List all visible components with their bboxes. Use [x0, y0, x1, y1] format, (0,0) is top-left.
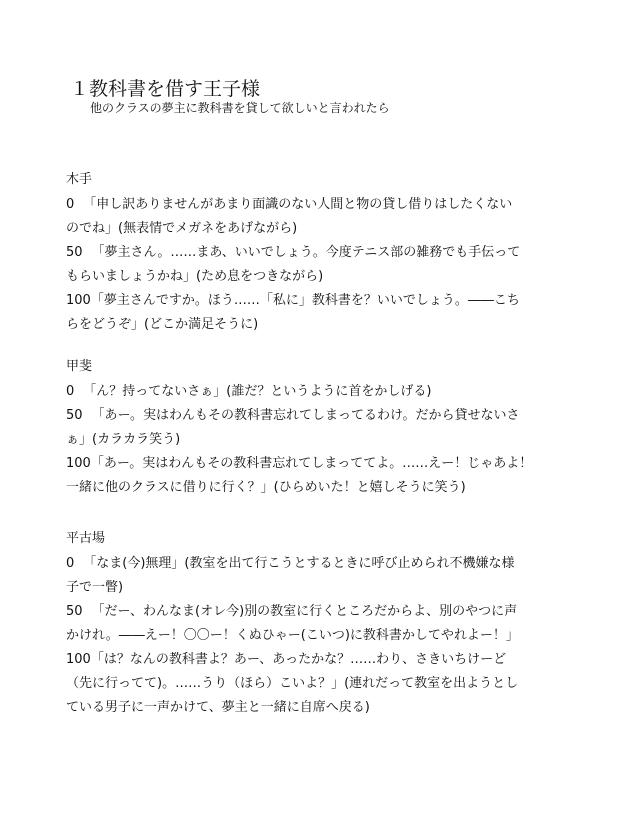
reaction-text: 「だー、わんなま(オレ今)別の教室に行くところだからよ、別のやつに声: [91, 604, 518, 619]
reaction-text: 「夢主さん。……まあ、いいでしょう。今度テニス部の雑務でも手伝って: [91, 245, 521, 260]
reaction-line: [66, 648, 566, 672]
reaction-line: [66, 313, 566, 337]
reaction-line: [66, 672, 566, 696]
affection-score: 0: [66, 556, 75, 571]
reaction-entry: [66, 380, 566, 404]
reaction-line: [66, 552, 566, 576]
reaction-entry: [66, 648, 566, 720]
affection-score: 50: [66, 604, 83, 619]
reaction-line: [66, 265, 566, 289]
character-section-kite: [66, 170, 566, 337]
character-name: 平古場: [66, 531, 106, 546]
reaction-text: のでね」(無表情でメガネをあげながら): [66, 221, 298, 236]
reaction-line: [66, 428, 566, 452]
page-title: １教科書を借す王子様: [70, 78, 261, 100]
character-section-hirakoba: [66, 529, 566, 720]
reaction-line: [66, 476, 566, 500]
reaction-entry: [66, 289, 566, 337]
reaction-entry: [66, 600, 566, 648]
reaction-line: [66, 217, 566, 241]
reaction-text: 一緒に他のクラスに借りに行く？」(ひらめいた！と嬉しそうに笑う): [66, 480, 466, 495]
reaction-text: かけれ。――えー！〇〇ー！くぬひゃー(こいつ)に教科書かしてやれよー！」: [66, 628, 519, 643]
reaction-text: 「は？なんの教科書よ？あー、あったかな？……わり、さきいちけーど: [90, 652, 507, 667]
page-subtitle: 他のクラスの夢主に教科書を貸して欲しいと言われたら: [90, 101, 390, 115]
reaction-text: ている男子に一声かけて、夢主と一緒に自席へ戻る): [66, 700, 370, 715]
affection-score: 100: [66, 652, 91, 667]
reaction-line: [66, 380, 566, 404]
reaction-text: 子で一瞥): [66, 580, 124, 595]
reaction-line: [66, 241, 566, 265]
reaction-entry: [66, 241, 566, 289]
reaction-text: らをどうぞ」(どこか満足そうに): [66, 317, 259, 332]
reaction-entry: [66, 404, 566, 452]
reaction-line: [66, 624, 566, 648]
affection-score: 100: [66, 456, 91, 471]
reaction-line: [66, 696, 566, 720]
reaction-line: [66, 404, 566, 428]
affection-score: 0: [66, 384, 75, 399]
reaction-line: [66, 193, 566, 217]
reaction-line: [66, 289, 566, 313]
reaction-line: [66, 600, 566, 624]
affection-score: 50: [66, 245, 83, 260]
reaction-text: ぁ」(カラカラ笑う): [66, 432, 181, 447]
reaction-text: 「あー。実はわんもその教科書忘れてしまっててよ。……えー！じゃあよ！: [90, 456, 533, 471]
reaction-text: 「申し訳ありませんがあまり面識のない人間と物の貸し借りはしたくない: [83, 197, 513, 212]
character-name: 甲斐: [66, 359, 93, 374]
affection-score: 100: [66, 293, 91, 308]
character-section-kai: [66, 357, 566, 500]
reaction-line: [66, 452, 566, 476]
affection-score: 50: [66, 408, 83, 423]
reaction-entry: [66, 193, 566, 241]
affection-score: 0: [66, 197, 75, 212]
reaction-text: 「ん？持ってないさぁ」(誰だ？というように首をかしげる): [83, 384, 432, 399]
reaction-text: 「あー。実はわんもその教科書忘れてしまってるわけ。だから貸せないさ: [91, 408, 520, 423]
reaction-entry: [66, 452, 566, 500]
reaction-text: （先に行ってて)。……うり（ほら）こいよ？」(連れだって教室を出ようとし: [66, 676, 519, 691]
reaction-entry: [66, 552, 566, 600]
reaction-text: もらいましょうかね」(ため息をつきながら): [66, 269, 324, 284]
reaction-line: [66, 576, 566, 600]
reaction-text: 「なま(今)無理」(教室を出て行こうとするときに呼び止められ不機嫌な様: [83, 556, 515, 571]
reaction-text: 「夢主さんですか。ほう……「私に」教科書を？いいでしょう。――こち: [90, 293, 520, 308]
character-name: 木手: [66, 172, 93, 187]
